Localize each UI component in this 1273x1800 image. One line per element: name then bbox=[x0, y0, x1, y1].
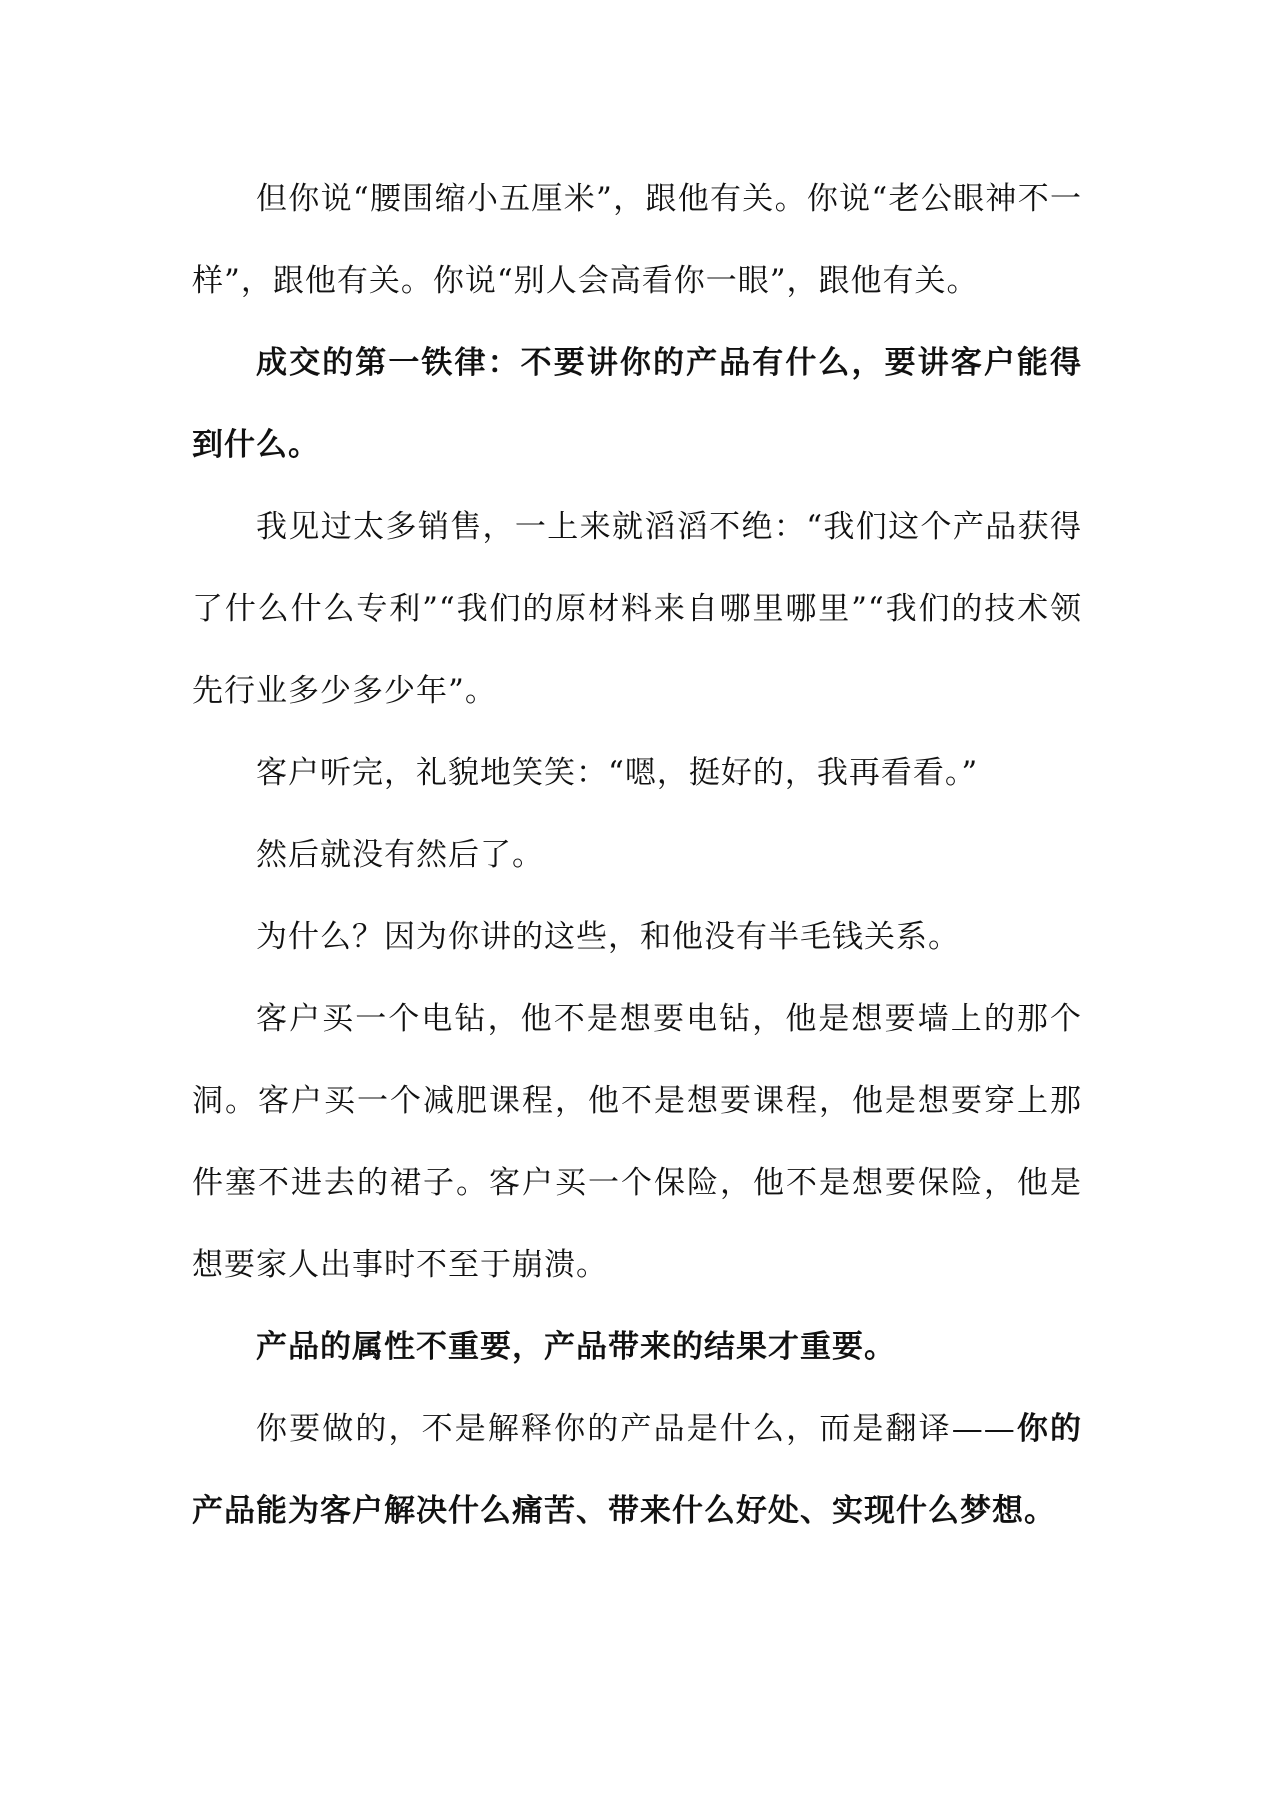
paragraph-text: 然后就没有然后了。 bbox=[256, 837, 544, 873]
paragraph-text: 客户听完，礼貌地笑笑：“嗯，挺好的，我再看看。” bbox=[256, 755, 979, 791]
paragraph bbox=[192, 1306, 1082, 1388]
document-body bbox=[192, 158, 1082, 1552]
paragraph-text: 客户买一个电钻，他不是想要电钻，他是想要墙上的那个洞。客户买一个减肥课程，他不是想要课程，他是想要穿上那件塞不进去的裙子。客户买一个保险，他不是想要保险，他是想要家人出事时不至于崩溃。 bbox=[192, 1001, 1082, 1283]
paragraph-text: 你要做的，不是解释你的产品是什么，而是翻译—— bbox=[256, 1411, 1016, 1447]
paragraph bbox=[192, 732, 1082, 814]
paragraph-text-bold: 成交的第一铁律：不要讲你的产品有什么，要讲客户能得到什么。 bbox=[192, 345, 1082, 463]
paragraph-text-bold: 你的产品能为客户解决什么痛苦、带来什么好处、实现什么梦想。 bbox=[192, 1411, 1083, 1529]
paragraph bbox=[192, 322, 1082, 486]
paragraph bbox=[192, 486, 1082, 732]
paragraph bbox=[192, 158, 1082, 322]
paragraph bbox=[192, 1388, 1082, 1552]
paragraph-text-bold: 产品的属性不重要，产品带来的结果才重要。 bbox=[256, 1329, 896, 1365]
paragraph-text: 为什么？因为你讲的这些，和他没有半毛钱关系。 bbox=[256, 919, 960, 955]
paragraph-text: 但你说“腰围缩小五厘米”，跟他有关。你说“老公眼神不一样”，跟他有关。你说“别人会高看你一眼”，跟他有关。 bbox=[192, 181, 1082, 299]
paragraph bbox=[192, 896, 1082, 978]
paragraph-text: 我见过太多销售，一上来就滔滔不绝：“我们这个产品获得了什么什么专利”“我们的原材料来自哪里哪里”“我们的技术领先行业多少多少年”。 bbox=[192, 509, 1082, 709]
paragraph bbox=[192, 978, 1082, 1306]
paragraph bbox=[192, 814, 1082, 896]
